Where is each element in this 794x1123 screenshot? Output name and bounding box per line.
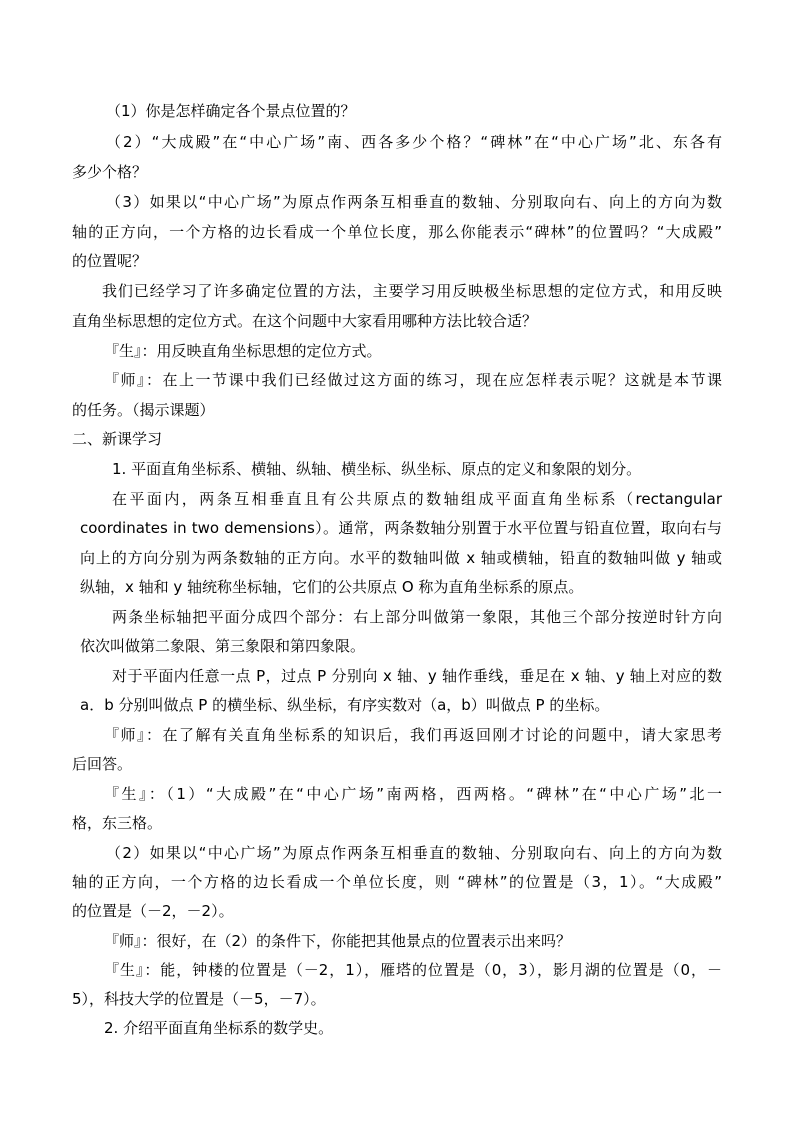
- item-2-heading: 2. 介绍平面直角坐标系的数学史。: [104, 1019, 334, 1037]
- q2-line-2: 多少个格？: [72, 163, 148, 181]
- q3-line-1: （3）如果以“中心广场”为原点作两条互相垂直的数轴、分别取向右、向上的方向为数: [106, 193, 722, 211]
- quadrant-line-1: 两条坐标轴把平面分成四个部分：右上部分叫做第一象限，其他三个部分按逆时针方向: [112, 608, 722, 626]
- item-1-heading: 1. 平面直角坐标系、横轴、纵轴、横坐标、纵坐标、原点的定义和象限的划分。: [112, 460, 642, 478]
- coord-line-2: a．b 分别叫做点 P 的横坐标、纵坐标，有序实数对（a，b）叫做点 P 的坐标。: [80, 696, 610, 714]
- def-line-4: 纵轴，x 轴和 y 轴统称坐标轴，它们的公共原点 O 称为直角坐标系的原点。: [80, 578, 584, 596]
- section-heading: 二、新课学习: [72, 430, 163, 448]
- answer-q2-line-1: （2）如果以“中心广场”为原点作两条互相垂直的数轴、分别取向右、向上的方向为数: [106, 844, 722, 862]
- teacher-line-3: 『师』：在了解有关直角坐标系的知识后，我们再返回刚才讨论的问题中，请大家思考: [104, 726, 722, 744]
- quadrant-line-2: 依次叫做第二象限、第三象限和第四象限。: [80, 637, 366, 655]
- teacher-line-2: 的任务。（揭示课题）: [72, 401, 215, 419]
- def-line-3: 向上的方向分别为两条数轴的正方向。水平的数轴叫做 x 轴或横轴，铅直的数轴叫做 y 轴或: [80, 549, 722, 567]
- student-answer-3-line-1: 『生』：能，钟楼的位置是（－2，1），雁塔的位置是（0，3），影月湖的位置是（0，－: [104, 961, 722, 979]
- q3-line-3: 的位置呢？: [72, 252, 148, 270]
- student-answer-2-line-2: 格，东三格。: [72, 814, 163, 832]
- q2-line-1: （2）“大成殿”在“中心广场”南、西各多少个格？“碑林”在“中心广场”北、东各有: [106, 133, 722, 151]
- student-answer-1: 『生』：用反映直角坐标思想的定位方式。: [104, 342, 382, 360]
- answer-q2-line-3: 的位置是（－2，－2）。: [72, 902, 234, 920]
- teacher-line-1: 『师』：在上一节课中我们已经做过这方面的练习，现在应怎样表示呢？这就是本节课: [104, 371, 722, 389]
- def-line-2: coordinates in two demensions）。通常，两条数轴分别置于水平位置与铅直位置，取向右与: [80, 519, 722, 537]
- q1-line: （1）你是怎样确定各个景点位置的？: [106, 102, 356, 120]
- q3-line-2: 轴的正方向，一个方格的边长看成一个单位长度，那么你能表示“碑林”的位置吗？“大成殿”: [72, 223, 722, 241]
- student-answer-2-line-1: 『生』：（1）“大成殿”在“中心广场”南两格，西两格。“碑林”在“中心广场”北一: [104, 785, 722, 803]
- intro-line-2: 直角坐标思想的定位方式。在这个问题中大家看用哪种方法比较合适？: [72, 312, 538, 330]
- coord-line-1: 对于平面内任意一点 P，过点 P 分别向 x 轴、y 轴作垂线，垂足在 x 轴、y 轴上对应的数: [112, 667, 722, 685]
- student-answer-3-line-2: 5），科技大学的位置是（－5，－7）。: [72, 990, 326, 1008]
- intro-line-1: 我们已经学习了许多确定位置的方法，主要学习用反映极坐标思想的定位方式，和用反映: [102, 282, 722, 300]
- teacher-line-5: 『师』：很好，在（2）的条件下，你能把其他景点的位置表示出来吗？: [104, 932, 572, 950]
- def-line-1: 在平面内，两条互相垂直且有公共原点的数轴组成平面直角坐标系（rectangular: [112, 490, 722, 508]
- answer-q2-line-2: 轴的正方向，一个方格的边长看成一个单位长度，则 “碑林”的位置是（3，1）。“大成殿”: [72, 873, 722, 891]
- teacher-line-4: 后回答。: [72, 755, 133, 773]
